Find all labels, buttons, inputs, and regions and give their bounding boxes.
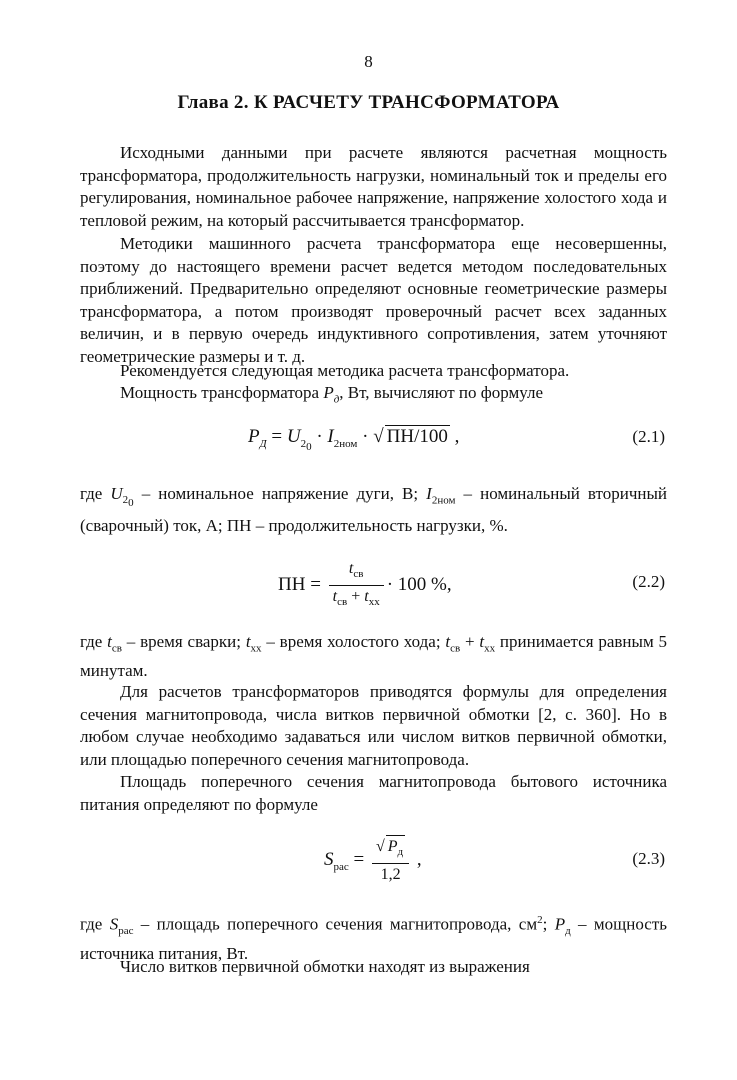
- paragraph-recommended-method: Рекомендуется следующая методика расчета трансформатора.: [120, 361, 570, 380]
- chapter-title: Глава 2. К РАСЧЕТУ ТРАНСФОРМАТОРА: [177, 92, 560, 113]
- formula-2-3-number: (2.3): [632, 849, 665, 868]
- formula-2-1: [80, 425, 667, 485]
- formula-2-1-expression: $P_Д = U_{2_0} \cdot I_{2ном}$ · √ ПН/100 ,: [248, 426, 460, 453]
- paragraph-transformer-formulas: Для расчетов трансформаторов приводятся формулы для определения сечения магнитопровода, числа витков первичной обмотки [2, с. 360]. Но в любом случае необходимо задаваться или числом витков первичной обмотки, или площадью поперечного сечения магнитопровода.: [80, 682, 667, 769]
- paragraph-primary-turns: Число витков первичной обмотки находят из выражения: [120, 957, 530, 976]
- paragraph-cross-section: Площадь поперечного сечения магнитопровода бытового источника питания определяют по формуле: [80, 772, 667, 814]
- page-number: 8: [364, 52, 373, 71]
- paragraph-calculation-methods: Методики машинного расчета трансформатора еще несовершенны, поэтому до настоящего времени расчет ведется методом последовательных приближений. Предварительно определяют основные геометрические размеры трансформатора, а потом производят проверочный расчет всех заданных величин, и в первую очередь индуктивного сопротивления, затем уточняют геометрические размеры и т. д.: [80, 234, 667, 366]
- paragraph-power-intro: Мощность трансформатора $P_д$, Вт, вычисляют по формуле: [120, 383, 544, 406]
- formula-2-2: [80, 558, 667, 618]
- paragraph-formula-2-2-legend: где $t_{св}$ – время сварки; $t_{хх}$ – время холостого хода; $t_{св} + t_{хх}$ принимается равным 5 минутам.: [80, 632, 668, 680]
- formula-2-1-number: (2.1): [632, 427, 665, 446]
- formula-2-3-expression: $S_{рас}$ = $\frac{√ P_д}{1,2}$ ,: [324, 835, 422, 886]
- formula-2-2-number: (2.2): [632, 572, 665, 591]
- formula-2-3: [80, 835, 667, 895]
- paragraph-formula-2-1-legend: где $U_{2_0}$ – номинальное напряжение дуги, В; $I_{2ном}$ – номинальный вторичный (сварочный) ток, А; ПН – продолжительность нагрузки, %.: [80, 484, 667, 536]
- formula-2-2-expression: ПН = $\frac{t_{св}}{t_{св} + t_{хх}}$ · 100 %,: [278, 560, 452, 609]
- paragraph-formula-2-3-legend: где $S_{рас}$ – площадь поперечного сечения магнитопровода, $см^2$; $P_д$ – мощность источника питания, Вт.: [80, 914, 667, 963]
- paragraph-initial-data: Исходными данными при расчете являются расчетная мощность трансформатора, продолжительность нагрузки, номинальный ток и пределы его регулирования, номинальное рабочее напряжение, напряжение холостого хода и тепловой режим, на который рассчитывается трансформатор.: [80, 143, 667, 230]
